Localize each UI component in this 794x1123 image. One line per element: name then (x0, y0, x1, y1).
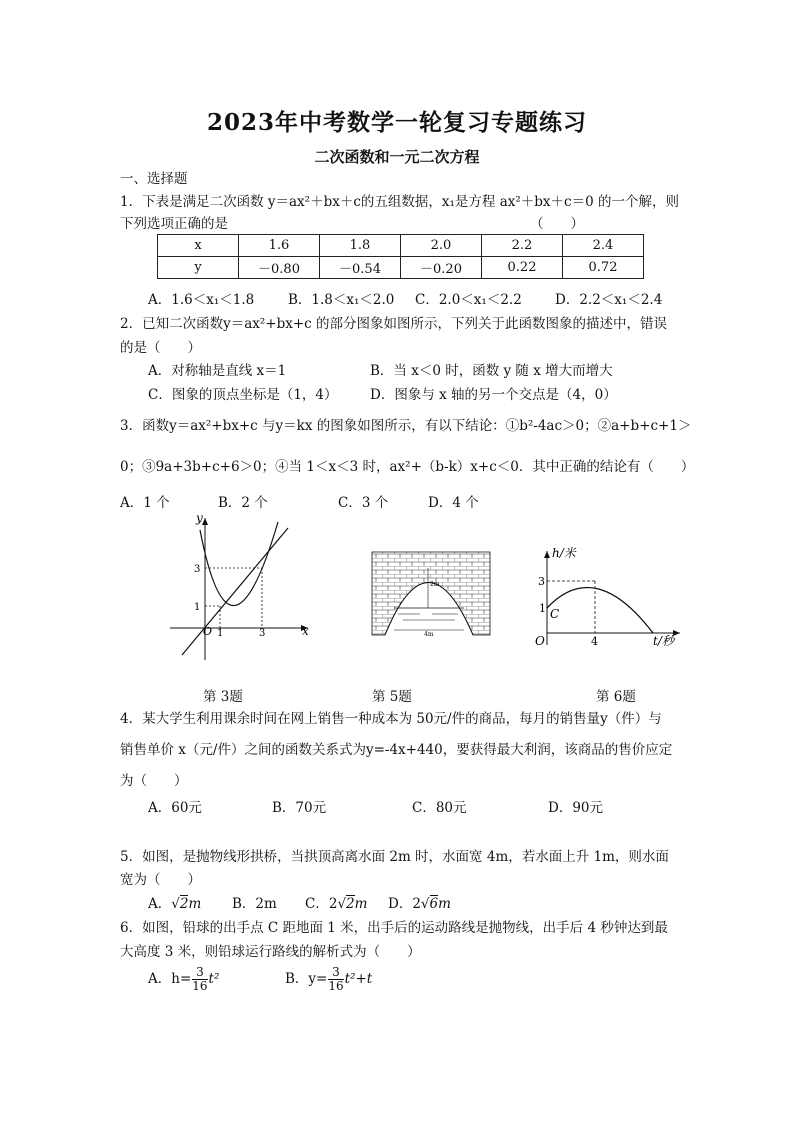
table-cell: －0.54 (320, 257, 401, 279)
coefficient: 2 (328, 896, 338, 912)
fraction (192, 966, 207, 993)
tick-x-3: 3 (259, 628, 266, 639)
tick-y-3: 3 (194, 564, 201, 575)
x-axis-label: t/秒 (653, 634, 674, 648)
q6-line1: 6．如图，铅球的出手点 C 距地面 1 米，出手后的运动路线是抛物线，出手后 4 秒钟达到最 (120, 920, 668, 936)
q1-option-a: A．1.6＜x₁＜1.8 (148, 292, 255, 308)
table-cell: 0.22 (482, 257, 563, 279)
q5-line2: 宽为（ ） (120, 872, 201, 888)
y-axis-label: h/米 (552, 546, 576, 560)
q4-line2: 销售单价 x（元/件）之间的函数关系式为y=-4x+440，要获得最大利润，该商品的售价应定 (120, 742, 673, 758)
expression-tail: t²+t (344, 971, 373, 987)
coefficient: 2 (412, 896, 421, 912)
height-label: 2m (430, 581, 440, 588)
radicand: 2 (346, 896, 355, 912)
numerator: 3 (328, 966, 343, 980)
table-cell: 2.0 (401, 235, 482, 257)
option-label: A．h= (148, 971, 192, 987)
option-label: B．y= (285, 971, 328, 987)
figure-3-graph (160, 510, 320, 665)
point-c-label: C (550, 607, 560, 621)
tick-y-1: 1 (194, 602, 201, 613)
unit: m (354, 896, 368, 912)
q5-option-b: B．2m (232, 896, 277, 912)
q4-option-a: A．60元 (148, 800, 202, 816)
tick-x-1: 1 (217, 628, 224, 639)
radicand: 6 (429, 896, 439, 912)
table-cell: －0.20 (401, 257, 482, 279)
q1-data-table (157, 234, 644, 279)
q3-option-a: A．1 个 (120, 495, 170, 511)
q1-option-b: B．1.8＜x₁＜2.0 (288, 292, 395, 308)
q1-option-c: C．2.0＜x₁＜2.2 (415, 292, 522, 308)
denominator: 16 (192, 979, 208, 993)
q4-line3: 为（ ） (120, 773, 188, 789)
q4-option-d: D．90元 (548, 800, 604, 816)
tick-y-1: 1 (539, 602, 546, 615)
q1-line1: 1．下表是满足二次函数 y＝ax²＋bx＋c的五组数据，x₁是方程 ax²＋bx＋c＝0 的一个解，则 (120, 194, 679, 210)
figure-6-caption: 第 6题 (596, 689, 636, 705)
q3-option-b: B．2 个 (218, 495, 268, 511)
q5-option-a: A．√2m (148, 896, 202, 912)
q4-option-c: C．80元 (412, 800, 467, 816)
table-cell: 1.6 (239, 235, 320, 257)
page-subtitle: 二次函数和一元二次方程 (314, 148, 480, 166)
option-label: C． (305, 896, 329, 912)
q2-option-a: A．对称轴是直线 x＝1 (148, 363, 287, 379)
q6-option-b (285, 966, 372, 993)
width-label: 4m (424, 631, 434, 638)
page-title: 2023年中考数学一轮复习专题练习 (206, 109, 587, 136)
figure-3-caption: 第 3题 (203, 689, 243, 705)
q4-line1: 4．某大学生利用课余时间在网上销售一种成本为 50元/件的商品，每月的销售量y（件）与 (120, 711, 662, 727)
origin-label: O (203, 625, 213, 638)
tick-y-3: 3 (538, 575, 545, 588)
unit: m (188, 896, 202, 912)
y-axis-label: y (196, 511, 203, 525)
q6-option-a (148, 966, 219, 993)
table-row (158, 257, 644, 279)
q1-line2: 下列选项正确的是 (120, 216, 228, 232)
q1-answer-paren: （ ） (530, 216, 584, 232)
figure-5-caption: 第 5题 (372, 689, 412, 705)
q2-option-b: B．当 x＜0 时，函数 y 随 x 增大而增大 (370, 363, 613, 379)
expression-tail: t² (208, 971, 220, 987)
q3-line2: 0；③9a+3b+c+6＞0；④当 1＜x＜3 时，ax²+（b-k）x+c＜0．其中正确的结论有（ ） (120, 459, 695, 475)
q3-line1: 3．函数y＝ax²+bx+c 与y＝kx 的图象如图所示，有以下结论：①b²-4ac＞0；②a+b+c+1＞ (120, 418, 692, 434)
q2-option-c: C．图象的顶点坐标是（1，4） (148, 387, 338, 403)
table-cell: y (158, 257, 239, 279)
y-axis-arrow (202, 518, 208, 525)
table-cell: －0.80 (239, 257, 320, 279)
y-axis-arrow (544, 551, 550, 558)
section-heading: 一、选择题 (120, 171, 188, 187)
fraction (328, 966, 343, 993)
table-cell: 0.72 (563, 257, 644, 279)
table-cell: 2.4 (563, 235, 644, 257)
q3-option-c: C．3 个 (338, 495, 389, 511)
line-y-kx (182, 528, 288, 655)
radicand: 2 (179, 896, 189, 912)
q1-option-d: D．2.2＜x₁＜2.4 (555, 292, 663, 308)
q2-line2: 的是（ ） (120, 340, 201, 356)
q6-line2: 大高度 3 米，则铅球运行路线的解析式为（ ） (120, 944, 421, 960)
q4-option-b: B．70元 (272, 800, 327, 816)
figure-6-shot-put (525, 545, 685, 653)
denominator: 16 (328, 979, 344, 993)
table-cell: 1.8 (320, 235, 401, 257)
q3-option-d: D．4 个 (428, 495, 479, 511)
q2-option-d: D．图象与 x 轴的另一个交点是（4，0） (370, 387, 617, 403)
q2-line1: 2．已知二次函数y＝ax²+bx+c 的部分图象如图所示，下列关于此函数图象的描述中，错误 (120, 316, 668, 332)
numerator: 3 (192, 966, 207, 980)
x-axis-arrow (673, 630, 680, 636)
tick-x-4: 4 (591, 635, 598, 648)
option-label: A． (148, 896, 172, 912)
table-cell: x (158, 235, 239, 257)
table-row (158, 235, 644, 257)
x-axis-label: x (302, 624, 309, 638)
table-cell: 2.2 (482, 235, 563, 257)
q5-line1: 5．如图，是抛物线形拱桥，当拱顶高离水面 2m 时，水面宽 4m，若水面上升 1m，则水面 (120, 849, 669, 865)
trajectory-curve (547, 588, 653, 633)
origin-label: O (535, 634, 545, 648)
parabola-curve (200, 522, 278, 606)
unit: m (438, 896, 451, 912)
q5-option-c: C．2√2m (305, 896, 368, 912)
figure-5-bridge (370, 550, 495, 645)
option-label: D． (388, 896, 413, 912)
q5-option-d: D．2√6m (388, 896, 451, 912)
bridge-wall (372, 552, 490, 635)
